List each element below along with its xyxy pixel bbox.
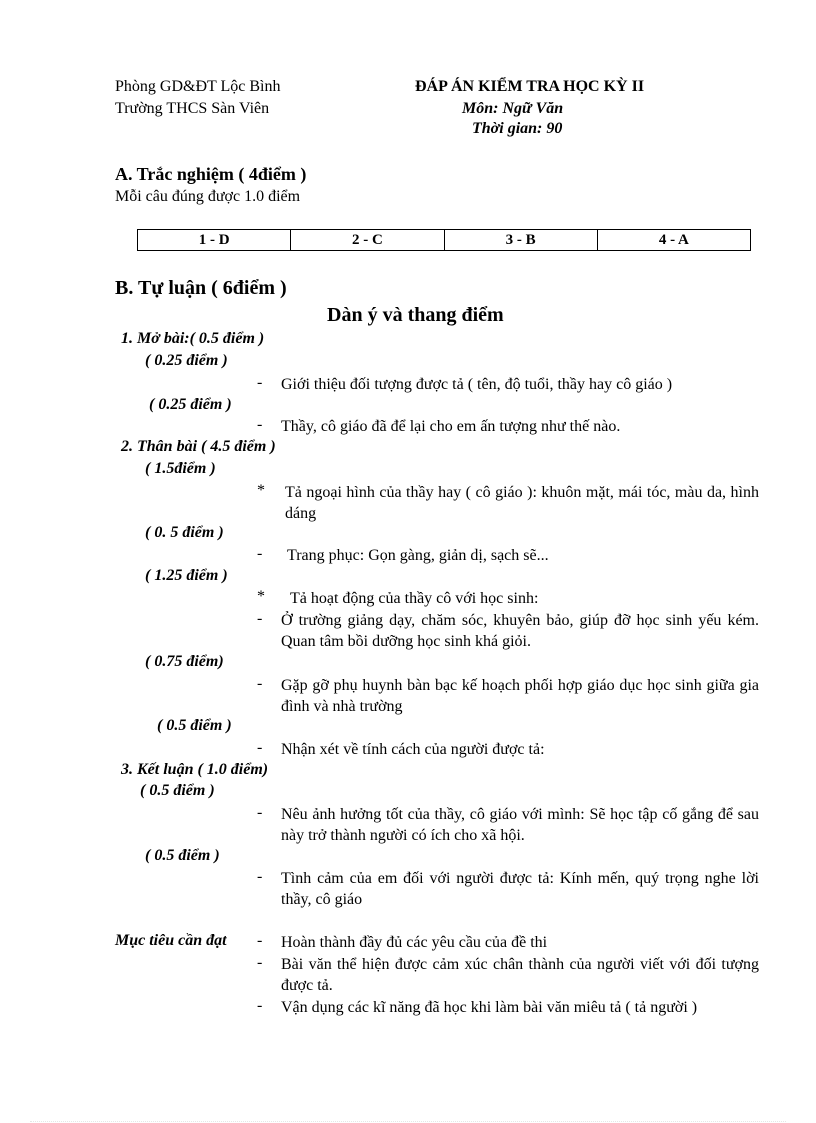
outline-text: Thầy, cô giáo đã để lại cho em ấn tượng như thế nào. <box>281 418 621 435</box>
outline-text: Ở trường giảng dạy, chăm sóc, khuyên bảo, giúp đỡ học sinh yếu kém. Quan tâm bồi dưỡng học sinh khá giỏi. <box>281 612 759 650</box>
outline-title: Dàn ý và thang điểm <box>327 304 504 326</box>
objective-item: Vận dụng các kĩ năng đã học khi làm bài văn miêu tả ( tả người ) <box>281 999 698 1016</box>
bullet-star: * <box>257 588 265 605</box>
subject-line: Môn: Ngữ Văn <box>462 100 564 117</box>
points-label: ( 0.25 điểm ) <box>145 352 228 369</box>
points-label: ( 0. 5 điểm ) <box>145 524 224 541</box>
bullet-dash: - <box>257 954 263 971</box>
bullet-dash: - <box>257 416 263 433</box>
outline-text: Tình cảm của em đối với người được tả: Kính mến, quý trọng nghe lời thầy, cô giáo <box>281 870 759 908</box>
bullet-dash: - <box>257 868 263 885</box>
section-a-note: Mỗi câu đúng được 1.0 điểm <box>115 188 301 205</box>
bullet-star: * <box>257 482 265 499</box>
points-label: ( 0.25 điểm ) <box>149 396 232 413</box>
points-label: ( 1.5điểm ) <box>145 460 216 477</box>
page-bottom-rule <box>30 1121 786 1122</box>
answer-table <box>137 229 751 251</box>
points-label: ( 0.5 điểm ) <box>157 717 232 734</box>
exam-title: ĐÁP ÁN KIỂM TRA HỌC KỲ II <box>415 78 645 95</box>
points-label: ( 0.5 điểm ) <box>145 847 220 864</box>
bullet-dash: - <box>257 374 263 391</box>
answer-cell: 2 - C <box>290 230 443 250</box>
outline-text: Tả ngoại hình của thầy hay ( cô giáo ): khuôn mặt, mái tóc, màu da, hình dáng <box>285 484 759 522</box>
answer-cell: 3 - B <box>444 230 597 250</box>
part3-heading: 3. Kết luận ( 1.0 điểm) <box>121 761 269 778</box>
bullet-dash: - <box>257 997 263 1014</box>
objective-item: Bài văn thể hiện được cảm xúc chân thành của người viết với đối tượng được tả. <box>281 956 759 994</box>
bullet-dash: - <box>257 610 263 627</box>
section-a-heading: A. Trắc nghiệm ( 4điểm ) <box>115 164 307 184</box>
office-name: Phòng GD&ĐT Lộc Bình <box>115 78 281 95</box>
objective-item: Hoàn thành đầy đủ các yêu cầu của đề thi <box>281 934 548 951</box>
bullet-dash: - <box>257 804 263 821</box>
points-label: ( 0.75 điểm) <box>145 653 224 670</box>
outline-text: Tả hoạt động của thầy cô với học sinh: <box>290 590 539 607</box>
bullet-dash: - <box>257 675 263 692</box>
time-line: Thời gian: 90 <box>472 120 563 137</box>
answer-cell: 4 - A <box>597 230 750 250</box>
outline-text: Nhận xét về tính cách của người được tả: <box>281 741 545 758</box>
bullet-dash: - <box>257 932 263 949</box>
outline-text: Giới thiệu đối tượng được tả ( tên, độ tuổi, thầy hay cô giáo ) <box>281 376 673 393</box>
outline-text: Trang phục: Gọn gàng, giản dị, sạch sẽ... <box>287 547 549 564</box>
school-name: Trường THCS Sàn Viên <box>115 100 270 117</box>
objectives-label: Mục tiêu cần đạt <box>115 932 227 949</box>
points-label: ( 1.25 điểm ) <box>145 567 228 584</box>
bullet-dash: - <box>257 545 263 562</box>
section-b-heading: B. Tự luận ( 6điểm ) <box>115 277 287 299</box>
part1-heading: 1. Mở bài:( 0.5 điểm ) <box>121 330 265 347</box>
outline-text: Nêu ảnh hưởng tốt của thầy, cô giáo với mình: Sẽ học tập cố gắng để sau này trở thành người có ích cho xã hội. <box>281 806 759 844</box>
bullet-dash: - <box>257 739 263 756</box>
answer-cell: 1 - D <box>198 231 230 248</box>
points-label: ( 0.5 điểm ) <box>140 782 215 799</box>
part2-heading: 2. Thân bài ( 4.5 điểm ) <box>121 438 276 455</box>
outline-text: Gặp gỡ phụ huynh bàn bạc kế hoạch phối hợp giáo dục học sinh giữa gia đình và nhà trường <box>281 677 759 715</box>
